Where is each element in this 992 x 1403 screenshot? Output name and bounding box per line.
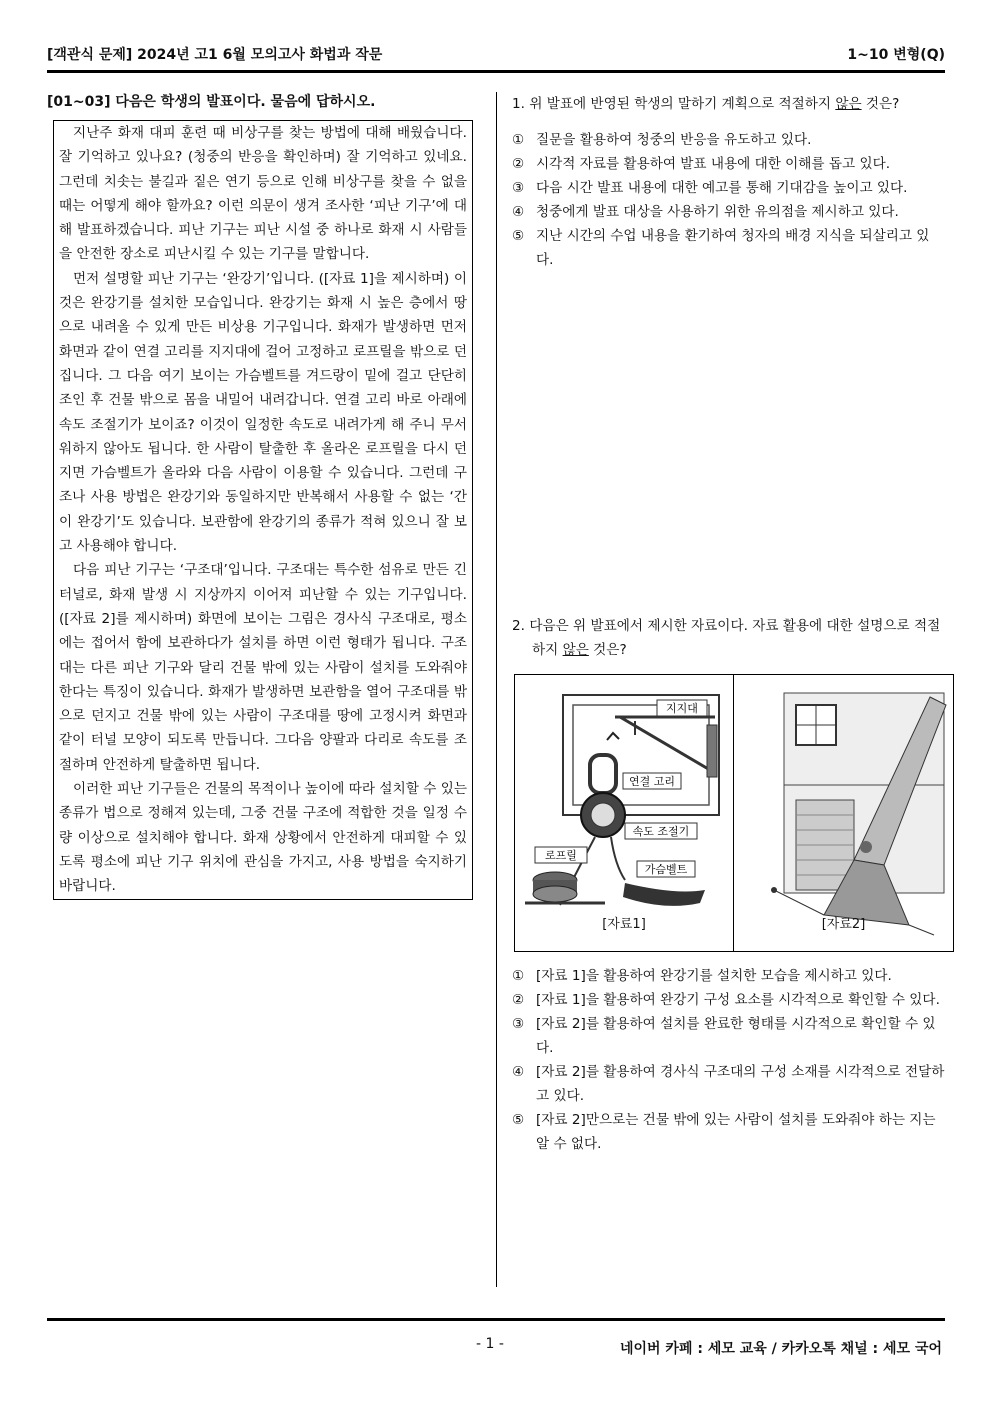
- footer-credit: 네이버 카페 : 세모 교육 / 카카오톡 채널 : 세모 국어: [619, 1341, 942, 1357]
- passage-paragraph: 이러한 피난 기구들은 건물의 목적이나 높이에 따라 설치할 수 있는 종류가 법으로 정해져 있는데, 그중 건물 구조에 적합한 것을 일정 수량 이상으로 설치해야 합니다. 화재 상황에서 안전하게 대피할 수 있도록 평소에 피난 기구 위치에 관심을 가지고, 사용 방법을 숙지하기 바랍니다.: [59, 781, 467, 895]
- label-reel: 로프릴: [545, 849, 577, 862]
- question-2: [512, 614, 945, 1156]
- descender-illustration: [515, 675, 733, 951]
- right-column: [512, 92, 945, 1156]
- label-hook: 연결 고리: [628, 775, 676, 788]
- figure-chute: [734, 675, 953, 951]
- question-2-stem: 2. 다음은 위 발표에서 제시한 자료이다. 자료 활용에 대한 설명으로 적절하지 않은 것은?: [512, 618, 941, 658]
- chute-illustration: [734, 675, 953, 951]
- figure-box: [514, 674, 954, 952]
- question-1-options: [512, 128, 945, 272]
- option[interactable]: ① [자료 1]을 활용하여 완강기를 설치한 모습을 제시하고 있다.: [512, 968, 892, 984]
- header-title: [객관식 문제] 2024년 고1 6월 모의고사 화법과 작문: [47, 47, 383, 63]
- option[interactable]: ③ [자료 2]를 활용하여 설치를 완료한 형태를 시각적으로 확인할 수 있다.: [512, 1016, 936, 1056]
- question-1-stem: 1. 위 발표에 반영된 학생의 말하기 계획으로 적절하지 않은 것은?: [512, 96, 900, 112]
- option[interactable]: ② 시각적 자료를 활용하여 발표 내용에 대한 이해를 돕고 있다.: [512, 156, 891, 172]
- option[interactable]: ④ [자료 2]를 활용하여 경사식 구조대의 구성 소재를 시각적으로 전달하고 있다.: [512, 1064, 945, 1104]
- question-1: [512, 92, 945, 272]
- question-2-options: [512, 964, 945, 1156]
- option[interactable]: ① 질문을 활용하여 청중의 반응을 유도하고 있다.: [512, 132, 812, 148]
- page-number: - 1 -: [476, 1336, 504, 1352]
- option[interactable]: ② [자료 1]을 활용하여 완강기 구성 요소를 시각적으로 확인할 수 있다.: [512, 992, 940, 1008]
- label-belt: 가슴벨트: [644, 863, 688, 876]
- passage-box: [53, 120, 473, 900]
- passage-paragraph: 먼저 설명할 피난 기구는 ‘완강기’입니다. ([자료 1]을 제시하며) 이것은 완강기를 설치한 모습입니다. 완강기는 화재 시 높은 층에서 땅으로 내려올 수 있게 만든 비상용 기구입니다. 화재가 발생하면 먼저 화면과 같이 연결 고리를 지지대에 걸어 고정하고 로프릴을 밖으로 던집니다. 그 다음 여기 보이는 가슴벨트를 겨드랑이 밑에 걸고 단단히 조인 후 건물 밖으로 몸을 내밀어 내려갑니다. 연결 고리 바로 아래에 속도 조절기가 보이죠? 이것이 일정한 속도로 내려가게 해 주니 무서워하지 않아도 됩니다. 한 사람이 탈출한 후 올라온 로프릴을 다시 던지면 가슴벨트가 올라와 다음 사람이 이용할 수 있습니다. 그런데 구조나 사용 방법은 완강기와 동일하지만 반복해서 사용할 수 없는 ‘간이 완강기’도 있습니다. 보관함에 완강기의 종류가 적혀 있으니 잘 보고 사용해야 합니다.: [59, 270, 467, 555]
- option[interactable]: ⑤ [자료 2]만으로는 건물 밖에 있는 사람이 설치를 도와줘야 하는 지는 알 수 없다.: [512, 1112, 936, 1152]
- passage-paragraph: 지난주 화재 대피 훈련 때 비상구를 찾는 방법에 대해 배웠습니다. 잘 기억하고 있나요? (청중의 반응을 확인하며) 잘 기억하고 있네요. 그런데 치솟는 불길과 짙은 연기 등으로 인해 비상구를 찾을 수 없을 때는 어떻게 해야 할까요? 이런 의문이 생겨 조사한 ‘피난 기구’에 대해 발표하겠습니다. 피난 기구는 피난 시설 중 하나로 화재 시 사람들을 안전한 장소로 피난시킬 수 있는 기구를 말합니다.: [59, 125, 467, 263]
- option[interactable]: ④ 청중에게 발표 대상을 사용하기 위한 유의점을 제시하고 있다.: [512, 204, 899, 220]
- option[interactable]: ③ 다음 시간 발표 내용에 대한 예고를 통해 기대감을 높이고 있다.: [512, 180, 908, 196]
- bottom-rule: [47, 1318, 945, 1321]
- top-rule: [47, 70, 945, 73]
- column-divider: [496, 92, 497, 1287]
- label-support: 지지대: [666, 702, 698, 715]
- left-column: [47, 92, 477, 900]
- caption-figure-1: [자료1]: [602, 917, 646, 932]
- passage-paragraph: 다음 피난 기구는 ‘구조대’입니다. 구조대는 특수한 섬유로 만든 긴 터널로, 화재 발생 시 지상까지 이어져 피난할 수 있는 기구입니다. ([자료 2]를 제시하며) 화면에 보이는 그림은 경사식 구조대로, 평소에는 접어서 함에 보관하다가 설치를 하면 이런 형태가 됩니다. 구조대는 다른 피난 기구와 달리 건물 밖에 있는 사람이 설치를 도와줘야 한다는 특징이 있습니다. 화재가 발생하면 보관함을 열어 구조대를 밖으로 던지고 건물 밖에 있는 사람이 구조대를 땅에 고정시켜 화면과 같이 터널 모양이 되도록 만듭니다. 그다음 양팔과 다리로 속도를 조절하며 안전하게 탈출하면 됩니다.: [59, 562, 467, 773]
- page-header: [47, 44, 945, 66]
- header-range: 1~10 변형(Q): [847, 47, 945, 63]
- caption-figure-2: [자료2]: [821, 917, 866, 932]
- section-title: [01~03] 다음은 학생의 발표이다. 물음에 답하시오.: [47, 94, 376, 110]
- option[interactable]: ⑤ 지난 시간의 수업 내용을 환기하여 청자의 배경 지식을 되살리고 있다.: [512, 228, 930, 268]
- figure-descender: [515, 675, 733, 951]
- label-speed: 속도 조절기: [632, 825, 690, 838]
